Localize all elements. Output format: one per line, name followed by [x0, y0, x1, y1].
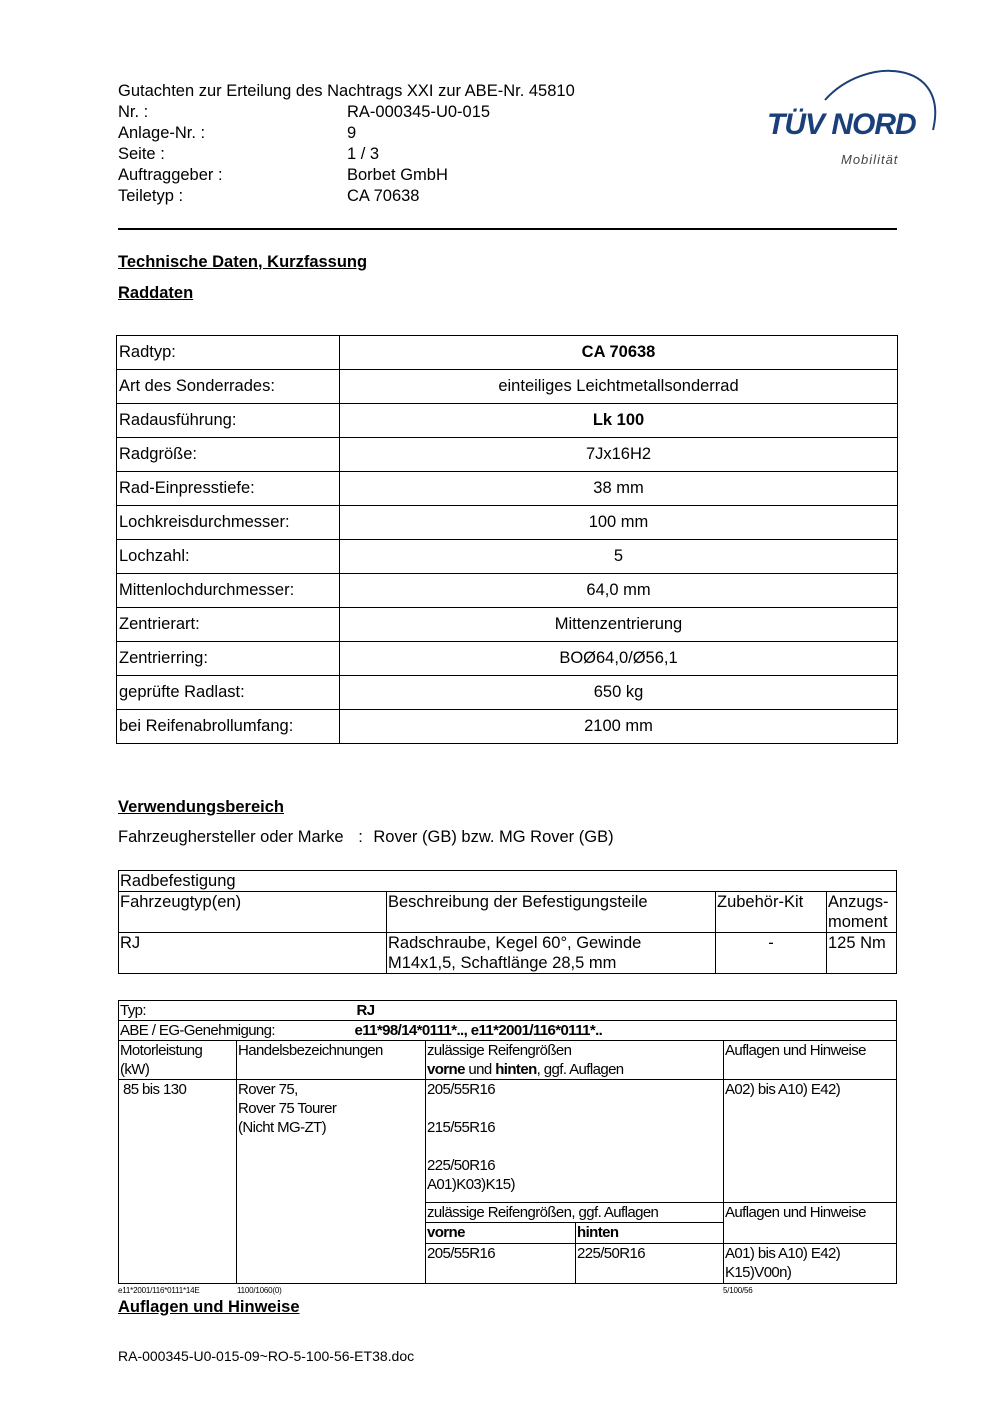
wheel-label: Mittenlochdurchmesser: [117, 574, 340, 608]
section-raddaten: Raddaten [118, 284, 194, 302]
fastening-header-type: Fahrzeugtyp(en) [119, 892, 387, 933]
mixed-hinten: 225/50R16 [577, 1245, 645, 1262]
wheel-value: Mittenzentrierung [340, 608, 898, 642]
wheel-label: Lochkreisdurchmesser: [117, 506, 340, 540]
wheel-row [117, 540, 898, 574]
cell-tyres: 205/55R16 215/55R16 225/50R16 A01)K03)K15) [426, 1080, 724, 1203]
wheel-row [117, 472, 898, 506]
logo-sub: Mobilität [841, 152, 899, 167]
wheel-label: Rad-Einpresstiefe: [117, 472, 340, 506]
cell-handel: Rover 75, Rover 75 Tourer (Nicht MG-ZT) [237, 1080, 426, 1284]
fastening-header-moment: Anzugs- moment [827, 892, 897, 933]
type-row: Typ: RJ [119, 1001, 897, 1021]
section-verwendung: Verwendungsbereich [118, 798, 284, 816]
foot-code-a: e11*2001/116*0111*14E [118, 1286, 200, 1295]
hinten-label: hinten [577, 1224, 619, 1241]
wheel-value: 650 kg [340, 676, 898, 710]
header-reifen: zulässige Reifengrößen vorne und hinten, ggf. Auflagen [426, 1041, 724, 1080]
fastening-row-type: RJ [119, 933, 387, 974]
header-auflagen: Auflagen und Hinweise [724, 1041, 897, 1080]
wheel-label: geprüfte Radlast: [117, 676, 340, 710]
cell-motor: 85 bis 130 [119, 1080, 237, 1284]
wheel-label: Art des Sonderrades: [117, 370, 340, 404]
fastening-table [118, 870, 897, 974]
wheel-value: CA 70638 [340, 336, 898, 370]
foot-code-b: 1100/1060(0) [237, 1286, 282, 1295]
wheel-value: 38 mm [340, 472, 898, 506]
mixed-header: zulässige Reifengrößen, ggf. Auflagen [426, 1203, 724, 1223]
abe-row: ABE / EG-Genehmigung: e11*98/14*0111*.., e11*2001/116*0111*.. [119, 1021, 897, 1041]
wheel-row [117, 642, 898, 676]
manufacturer-line [118, 828, 818, 847]
manufacturer-label: Fahrzeughersteller oder Marke [118, 828, 344, 846]
wheel-row [117, 608, 898, 642]
wheel-value: 100 mm [340, 506, 898, 540]
mixed-sizes [426, 1244, 724, 1284]
section-tech: Technische Daten, Kurzfassung [118, 253, 368, 271]
fastening-title: Radbefestigung [119, 871, 897, 892]
wheel-row [117, 506, 898, 540]
header-row-anlage: Anlage-Nr. : 9 [118, 124, 357, 142]
wheel-row [117, 370, 898, 404]
header-row-teiletyp: Teiletyp : CA 70638 [118, 187, 420, 205]
cell-auflagen-2: A01) bis A10) E42) K15)V00n) [724, 1244, 897, 1284]
wheel-value: BOØ64,0/Ø56,1 [340, 642, 898, 676]
mixed-auflagen-header: Auflagen und Hinweise [724, 1203, 897, 1244]
fastening-row-moment: 125 Nm [827, 933, 897, 974]
fastening-row-desc: Radschraube, Kegel 60°, Gewinde M14x1,5, Schaftlänge 28,5 mm [387, 933, 716, 974]
footer-filename: RA-000345-U0-015-09~RO-5-100-56-ET38.doc [118, 1348, 415, 1364]
wheel-row [117, 336, 898, 370]
wheel-value: 64,0 mm [340, 574, 898, 608]
logo-brand: TÜV NORD [767, 108, 916, 141]
document-header [118, 81, 738, 207]
wheel-row [117, 676, 898, 710]
wheel-label: bei Reifenabrollumfang: [117, 710, 340, 744]
type-table [118, 1000, 897, 1284]
header-row-seite: Seite : 1 / 3 [118, 145, 380, 163]
wheel-label: Zentrierart: [117, 608, 340, 642]
mixed-vorne: 205/55R16 [426, 1244, 576, 1283]
manufacturer-value: Rover (GB) bzw. MG Rover (GB) [373, 828, 614, 846]
wheel-row [117, 574, 898, 608]
wheel-value: Lk 100 [340, 404, 898, 438]
wheel-value: 5 [340, 540, 898, 574]
header-row-nr: Nr. : RA-000345-U0-015 [118, 103, 491, 121]
wheel-label: Radgröße: [117, 438, 340, 472]
fastening-header-desc: Beschreibung der Befestigungsteile [387, 892, 716, 933]
wheel-label: Radausführung: [117, 404, 340, 438]
wheel-value: 7Jx16H2 [340, 438, 898, 472]
header-divider [118, 228, 897, 230]
wheel-value: einteiliges Leichtmetallsonderrad [340, 370, 898, 404]
vorne-label: vorne [426, 1223, 576, 1243]
fastening-header-kit: Zubehör-Kit [716, 892, 827, 933]
section-auflagen: Auflagen und Hinweise [118, 1298, 300, 1316]
wheel-label: Lochzahl: [117, 540, 340, 574]
foot-code-c: 5/100/56 [723, 1286, 753, 1295]
cell-auflagen-1: A02) bis A10) E42) [724, 1080, 897, 1203]
wheel-label: Zentrierring: [117, 642, 340, 676]
manufacturer-sep: : [358, 828, 363, 846]
vorne-hinten-header [426, 1223, 724, 1244]
wheel-data-table [116, 335, 898, 744]
wheel-label: Radtyp: [117, 336, 340, 370]
wheel-row [117, 710, 898, 744]
header-handel: Handelsbezeichnungen [237, 1041, 426, 1080]
header-motor: Motorleistung (kW) [119, 1041, 237, 1080]
wheel-value: 2100 mm [340, 710, 898, 744]
header-title: Gutachten zur Erteilung des Nachtrags XXI zur ABE-Nr. 45810 [118, 82, 575, 100]
fastening-row-kit: - [716, 933, 827, 974]
tuev-nord-logo [765, 60, 945, 170]
wheel-row [117, 404, 898, 438]
header-row-auftraggeber: Auftraggeber : Borbet GmbH [118, 166, 448, 184]
wheel-row [117, 438, 898, 472]
